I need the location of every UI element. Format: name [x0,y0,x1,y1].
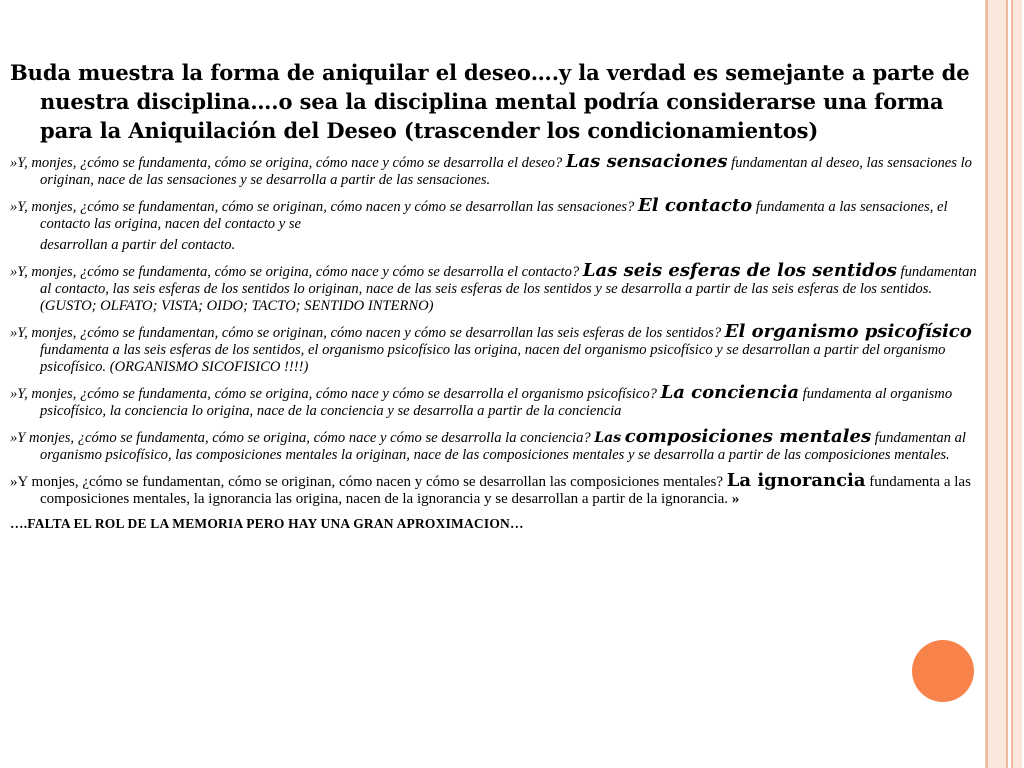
question-text: »Y, monjes, ¿cómo se fundamenta, cómo se origina, cómo nace y cómo se desarrolla el organismo psicofísico? [10,386,657,402]
answer-text: fundamentan al contacto, las seis esferas de los sentidos lo originan, nace de las seis esferas de los sentidos y se desarrolla a partir de las seis esferas de los sentidos. (GUSTO; OLFATO; VISTA; OIDO; TACTO; SENTIDO INTERNO) [40,264,977,314]
key-term: composiciones mentales [624,426,872,447]
key-term: Las sensaciones [565,151,728,172]
paragraph-seis-esferas [10,262,980,315]
key-term: El organismo psicofísico [724,321,972,342]
paragraph-sensaciones [10,153,980,189]
answer-continuation: desarrollan a partir del contacto. [40,237,236,253]
question-text: »Y, monjes, ¿cómo se fundamenta, cómo se origina, cómo nace y cómo se desarrolla el contacto? [10,264,580,280]
slide-heading: Buda muestra la forma de aniquilar el deseo….y la verdad es semejante a parte de nuestra disciplina….o sea la disciplina mental podría considerarse una forma para la Aniquilación del Deseo (trascender los condicionamientos) [10,60,970,143]
footer-note: ….FALTA EL ROL DE LA MEMORIA PERO HAY UNA GRAN APROXIMACION… [10,516,524,531]
stripe-wide [986,0,1008,768]
answer-text: fundamentan al deseo, las sensaciones lo originan, nace de las sensaciones y se desarrolla a partir de las sensaciones. [40,155,972,188]
question-text: »Y monjes, ¿cómo se fundamenta, cómo se origina, cómo nace y cómo se desarrolla la conciencia? [10,430,591,446]
answer-text: fundamenta a las seis esferas de los sentidos, el organismo psicofísico las origina, nacen del organismo psicofísico y se desarrollan a partir del organismo psicofísico. (ORGANISMO SICOFISICO !!!!) [40,342,946,375]
key-term-prefix: Las [594,430,622,446]
paragraph-conciencia [10,384,980,420]
paragraph-ignorancia [10,472,980,508]
closing-quote: » [731,491,740,507]
answer-text: fundamentan al organismo psicofísico, las composiciones mentales la originan, nace de las composiciones mentales y se desarrolla a partir de las composiciones mentales. [40,430,966,463]
answer-text: fundamenta al organismo psicofísico, la conciencia lo origina, nace de la conciencia y se desarrolla a partir de la conciencia [40,386,953,419]
paragraph-composiciones [10,428,980,464]
question-text: »Y, monjes, ¿cómo se fundamenta, cómo se origina, cómo nace y cómo se desarrolla el deseo? [10,155,563,171]
answer-text: fundamenta a las composiciones mentales, la ignorancia las origina, nacen de la ignorancia y se desarrollan a partir de la ignorancia. [40,474,971,507]
stripe-edge [1011,0,1022,768]
question-text: »Y, monjes, ¿cómo se fundamentan, cómo se originan, cómo nacen y cómo se desarrollan las sensaciones? [10,199,635,215]
paragraph-contacto [10,197,980,254]
decorative-stripes [980,0,1024,768]
answer-text: fundamenta a las sensaciones, el contacto las origina, nacen del contacto y se [40,199,948,232]
orange-circle-decoration [912,640,974,702]
question-text: »Y, monjes, ¿cómo se fundamentan, cómo se originan, cómo nacen y cómo se desarrollan las seis esferas de los sentidos? [10,325,722,341]
paragraph-organismo [10,323,980,376]
question-text: »Y monjes, ¿cómo se fundamentan, cómo se originan, cómo nacen y cómo se desarrollan las composiciones mentales? [10,474,723,490]
key-term: La conciencia [660,382,800,403]
key-term: El contacto [638,195,753,216]
key-term: La ignorancia [726,470,866,491]
slide-content [10,58,980,532]
key-term: Las seis esferas de los sentidos [582,260,897,281]
